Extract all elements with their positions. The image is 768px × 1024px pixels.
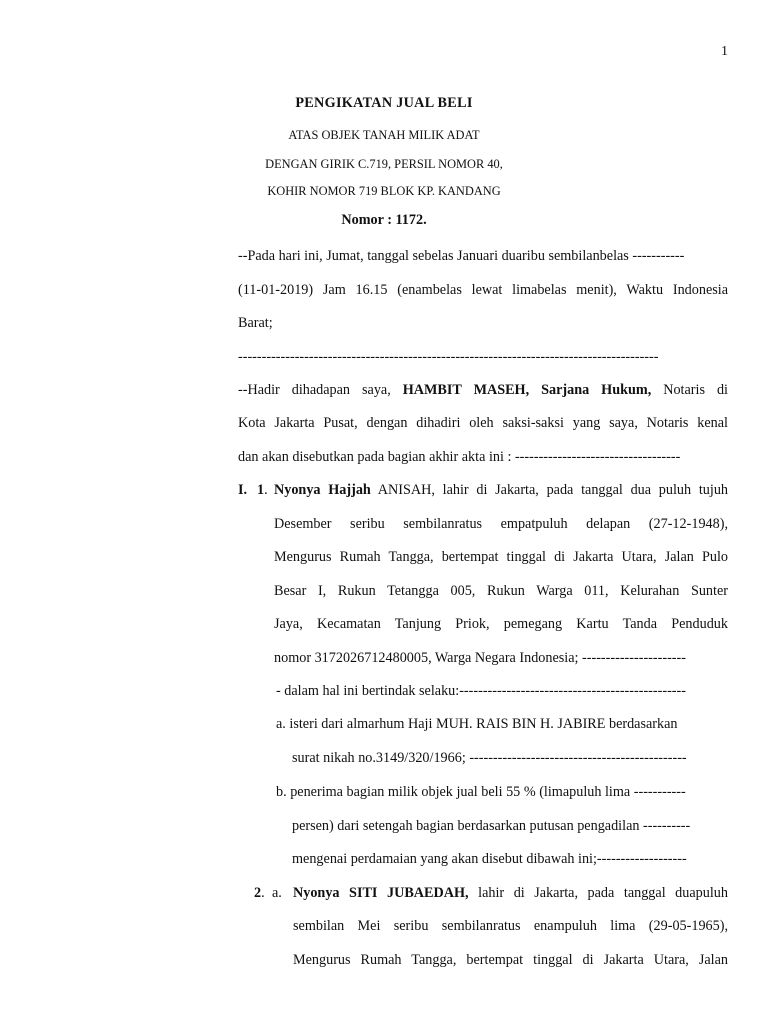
party2-line-3: Mengurus Rumah Tangga, bertempat tinggal di Jakarta Utara, Jalan — [293, 952, 728, 968]
party1-item-b-line-2: persen) dari setengah bagian berdasarkan putusan pengadilan ---------- — [292, 818, 691, 834]
hadir-line-3: dan akan disebutkan pada bagian akhir akta ini : ----------------------------------- — [238, 449, 681, 465]
party2-line-1-rest: lahir di Jakarta, pada tanggal duapuluh — [468, 885, 728, 901]
party1-line-5: Jaya, Kecamatan Tanjung Priok, pemegang Kartu Tanda Penduduk — [274, 616, 728, 632]
party1-item-b-line-1: b. penerima bagian milik objek jual beli 55 % (limapuluh lima ----------- — [276, 784, 686, 800]
party1-line-1 — [274, 481, 728, 499]
party1-item-a-line-2: surat nikah no.3149/320/1966; ---------------------------------------------- — [292, 750, 687, 766]
party1-acting: - dalam hal ini bertindak selaku:------------------------------------------------ — [276, 683, 686, 699]
party2-name: Nyonya SITI JUBAEDAH, — [293, 885, 469, 901]
subtitle-line-2: DENGAN GIRIK C.719, PERSIL NOMOR 40, — [265, 157, 503, 171]
party2-num: 2 — [254, 885, 262, 901]
party1-num: 1 — [257, 482, 265, 498]
subtitle-line-1: ATAS OBJEK TANAH MILIK ADAT — [288, 128, 480, 142]
party1-line-6: nomor 3172026712480005, Warga Negara Indonesia; ---------------------- — [274, 650, 686, 666]
deed-number: Nomor : 1172. — [341, 212, 427, 228]
dash-separator: ----------------------------------------------------------------------------------------- — [238, 349, 659, 365]
party1-item-a-line-1: a. isteri dari almarhum Haji MUH. RAIS BIN H. JABIRE berdasarkan — [276, 716, 678, 732]
party1-name: Nyonya Hajjah — [274, 482, 371, 498]
document-title: PENGIKATAN JUAL BELI — [295, 95, 473, 111]
party1-line-1-rest: ANISAH, lahir di Jakarta, pada tanggal dua puluh tujuh — [370, 482, 729, 498]
party2-letter: a. — [272, 885, 282, 901]
party2-dot: . — [261, 885, 265, 901]
party1-line-4: Besar I, Rukun Tetangga 005, Rukun Warga 011, Kelurahan Sunter — [274, 583, 728, 599]
hadir-line-1 — [238, 381, 728, 399]
party1-number — [257, 481, 268, 499]
opening-line-3: Barat; — [238, 315, 273, 331]
section-roman-numeral: I. — [238, 482, 248, 498]
opening-line-2: (11-01-2019) Jam 16.15 (enambelas lewat limabelas menit), Waktu Indonesia — [238, 282, 728, 298]
party1-line-2: Desember seribu sembilanratus empatpuluh delapan (27-12-1948), — [274, 516, 728, 532]
subtitle-line-3: KOHIR NOMOR 719 BLOK KP. KANDANG — [267, 184, 501, 198]
party1-item-b-line-3: mengenai perdamaian yang akan disebut dibawah ini;------------------- — [292, 851, 687, 867]
page-number: 1 — [721, 44, 728, 59]
party2-number — [254, 884, 265, 902]
notary-name: HAMBIT MASEH, Sarjana Hukum, — [402, 382, 652, 398]
hadir-suffix: Notaris di — [651, 382, 728, 398]
hadir-prefix: --Hadir dihadapan saya, — [238, 382, 403, 398]
opening-line-1: --Pada hari ini, Jumat, tanggal sebelas Januari duaribu sembilanbelas ----------- — [238, 248, 685, 264]
hadir-line-2: Kota Jakarta Pusat, dengan dihadiri oleh saksi-saksi yang saya, Notaris kenal — [238, 415, 728, 431]
party1-line-3: Mengurus Rumah Tangga, bertempat tinggal di Jakarta Utara, Jalan Pulo — [274, 549, 728, 565]
party1-dot: . — [264, 482, 268, 498]
party2-line-2: sembilan Mei seribu sembilanratus enampuluh lima (29-05-1965), — [293, 918, 728, 934]
party2-line-1 — [293, 884, 728, 902]
